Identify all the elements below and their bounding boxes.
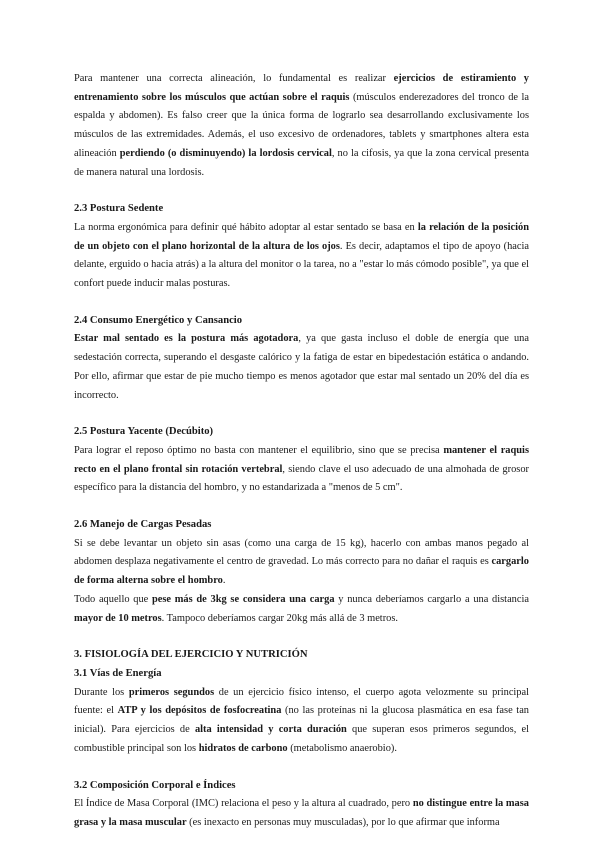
spacer (74, 405, 529, 423)
paragraph-consumo (74, 330, 529, 405)
bold-text: Estar mal sentado es la postura más agotadora (74, 333, 299, 345)
bold-text: primeros segundos (128, 686, 215, 698)
spacer (74, 628, 529, 646)
section-heading-3-2: 3.2 Composición Corporal e Índices (74, 779, 236, 791)
paragraph-yacente (74, 442, 529, 498)
paragraph-vias-energia (74, 684, 529, 759)
paragraph-composicion (74, 795, 529, 832)
text-run: , siendo clave el uso adecuado de una almohada de grosor específico para la distancia del hombro, y no estandarizada a "menos de 5 cm". (74, 463, 529, 494)
bold-text: no distingue entre la masa grasa y la masa muscular (74, 798, 529, 828)
text-run: (es inexacto en personas muy musculadas), por lo que afirmar que informa (186, 816, 500, 828)
text-run: . Tampoco deberíamos cargar 20kg más allá de 3 metros. (161, 612, 398, 624)
bold-text: alta intensidad y corta duración (194, 724, 347, 736)
section-heading-2-3: 2.3 Postura Sedente (74, 203, 164, 215)
text-run: . Es decir, adaptamos el tipo de apoyo (hacia delante, erguido o hacia atrás) a la altura del monitor o la tarea, no a "estar lo más cómodo posible", ya que el confort puede inducir malas posturas. (74, 240, 529, 290)
text-run: , ya que gasta incluso el doble de energía que una sedestación correcta, superando el desgaste calórico y la fatiga de estar en bipedestación estática o andando. Por ello, afirmar que estar de pie mucho tiempo es menos agotador que estar mal sentado un 20% del día es incorrecto. (74, 333, 529, 401)
bold-text: cargarlo de forma alterna sobre el hombro (74, 556, 529, 587)
bold-text: hidratos de carbono (198, 742, 288, 754)
section-heading-2-6: 2.6 Manejo de Cargas Pesadas (74, 519, 212, 531)
bold-text: perdiendo (o disminuyendo) la lordosis cervical (119, 147, 332, 159)
text-run: , no la cifosis, ya que la zona cervical presenta de manera natural una lordosis. (74, 147, 529, 178)
page-content (74, 70, 529, 833)
paragraph-cargas-1 (74, 535, 529, 591)
paragraph-sedente (74, 219, 529, 294)
text-run: Para lograr el reposo óptimo no basta con mantener el equilibrio, sino que se precisa (74, 444, 444, 456)
chapter-heading-3: 3. FISIOLOGÍA DEL EJERCICIO Y NUTRICIÓN (74, 649, 308, 661)
text-run: . (222, 575, 226, 587)
section-heading-3-1: 3.1 Vías de Energía (74, 667, 162, 679)
paragraph-alignment (74, 70, 529, 182)
spacer (74, 759, 529, 777)
section-heading-2-4: 2.4 Consumo Energético y Cansancio (74, 314, 243, 326)
spacer (74, 182, 529, 200)
paragraph-cargas-2 (74, 591, 529, 628)
text-run: Todo aquello que (74, 593, 152, 605)
text-run: (no las proteínas ni la glucosa plasmática en esa fase tan inicial). Para ejercicios de (74, 705, 530, 736)
text-run: y nunca deberíamos cargarlo a una distancia (334, 593, 529, 605)
bold-text: la relación de la posición de un objeto con el plano horizontal de la altura de los ojos (74, 221, 529, 252)
section-heading-2-5: 2.5 Postura Yacente (Decúbito) (74, 426, 214, 438)
spacer (74, 498, 529, 516)
text-run: Para mantener una correcta alineación, lo fundamental es realizar (74, 73, 394, 84)
text-run: (metabolismo anaerobio). (287, 742, 397, 754)
text-run: que superan esos primeros segundos, el combustible principal son los (74, 724, 529, 754)
bold-text: mantener el raquis recto en el plano frontal sin rotación vertebral (74, 444, 529, 475)
text-run: El Índice de Masa Corporal (IMC) relaciona el peso y la altura al cuadrado, pero (74, 798, 413, 810)
text-run: Durante los (74, 686, 129, 698)
text-run: de un ejercicio físico intenso, el cuerpo agota velozmente su principal fuente: el (74, 686, 530, 717)
spacer (74, 294, 529, 312)
text-run: Si se debe levantar un objeto sin asas (como una carga de 15 kg), hacerlo con ambas manos pegado al abdomen desplaza negativamente el centro de gravedad. Lo más correcto para no dañar el raquis es (74, 537, 529, 568)
text-run: La norma ergonómica para definir qué hábito adoptar al estar sentado se basa en (74, 221, 418, 233)
bold-text: pese más de 3kg se considera una carga (152, 593, 335, 605)
bold-text: ejercicios de estiramiento y entrenamiento sobre los músculos que actúan sobre el raquis (74, 73, 529, 103)
bold-text: mayor de 10 metros (74, 612, 162, 624)
bold-text: ATP y los depósitos de fosfocreatina (117, 705, 282, 717)
text-run: (músculos enderezadores del tronco de la espalda y abdomen). Es falso creer que la única forma de lograrlo sea desarrollando exclusivamente los músculos de las extremidades. Además, el uso excesivo de ordenadores, tablets y smartphones altera esta alineación (74, 91, 529, 159)
